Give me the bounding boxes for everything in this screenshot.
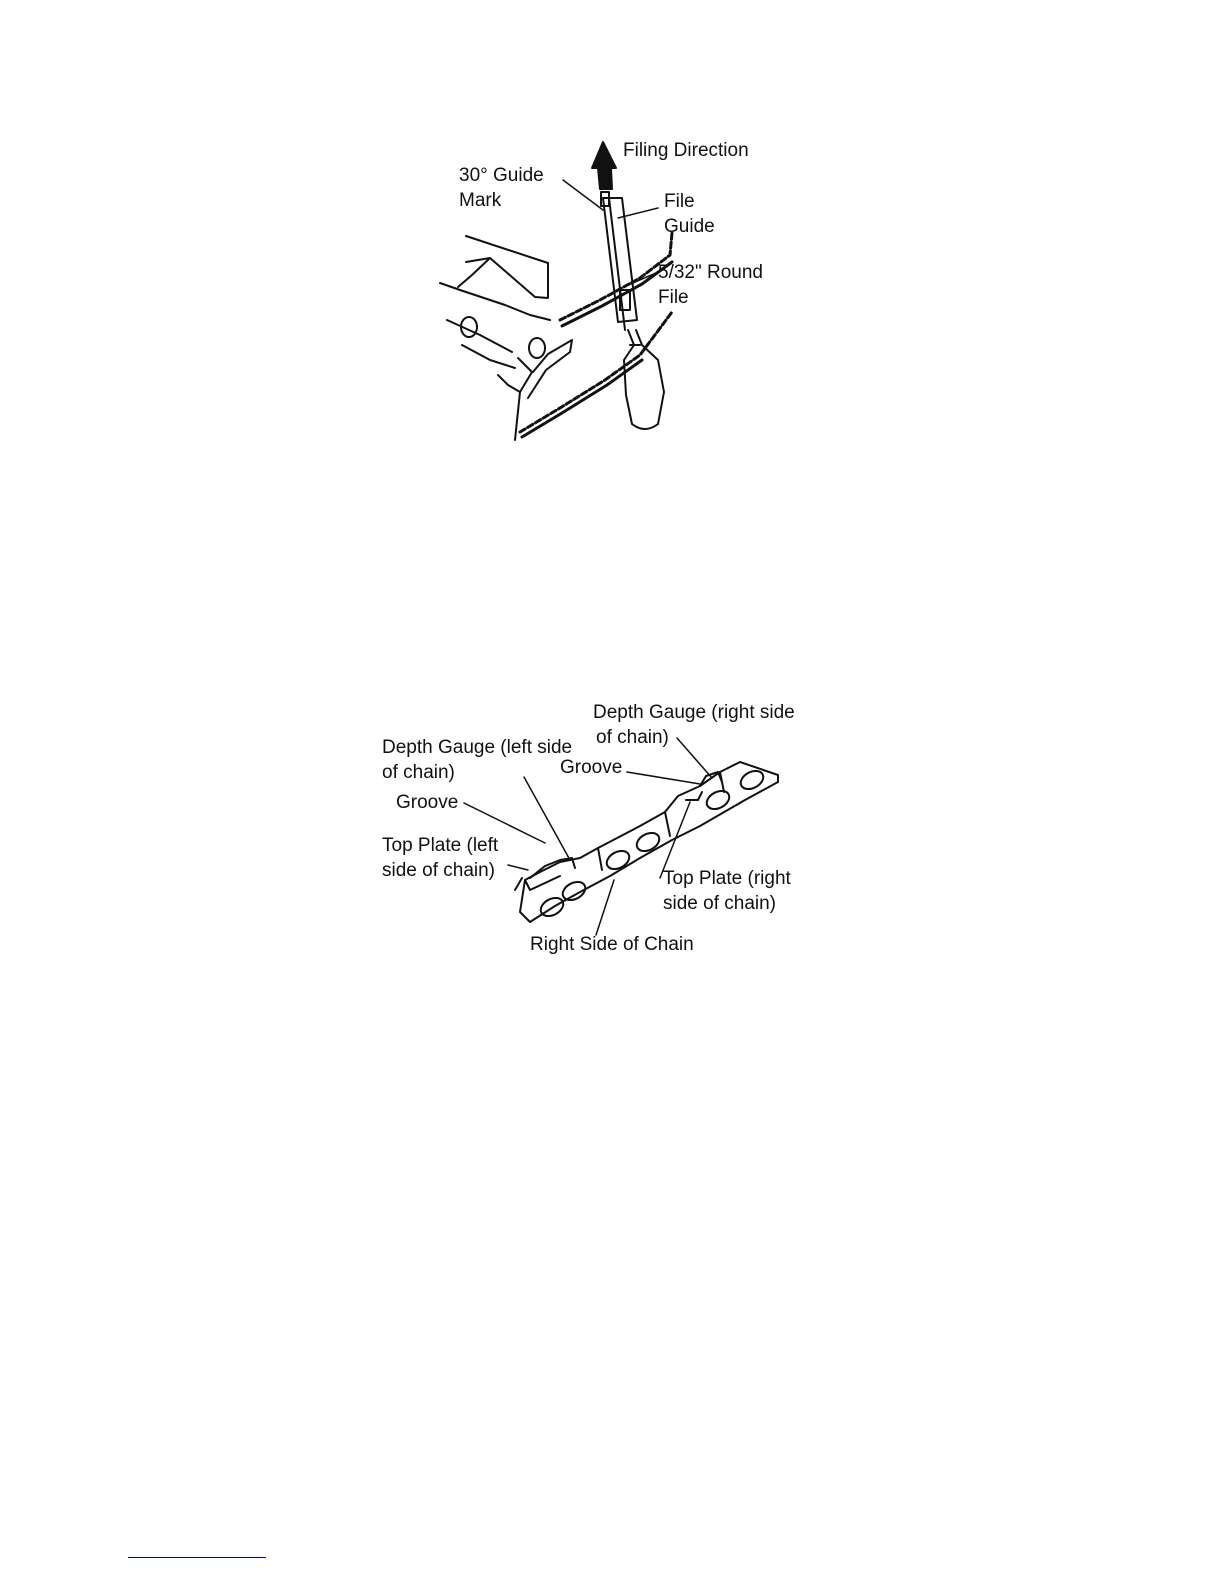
- cutter-right: [686, 772, 722, 800]
- depth-gauge-left-label-line1: Depth Gauge (left side: [382, 737, 573, 758]
- top-plate-right-label-line2: side of chain): [663, 893, 777, 914]
- file-guide-label-line2: Guide: [664, 216, 715, 237]
- filing-direction-label: Filing Direction: [623, 140, 749, 161]
- guide-mark-label-line1: 30° Guide: [459, 165, 544, 186]
- depth-gauge-left-label-line2: of chain): [382, 762, 455, 783]
- depth-gauge-right-label-line2: of chain): [596, 727, 669, 748]
- round-file-label-line1: 5/32" Round: [658, 262, 763, 283]
- groove-right-label: Groove: [560, 757, 623, 778]
- depth-gauge-right-label-line1: Depth Gauge (right side: [593, 702, 795, 723]
- footnote-rule: [128, 1557, 266, 1558]
- groove-left-label: Groove: [396, 792, 459, 813]
- top-plate-right-label-line1: Top Plate (right: [663, 868, 791, 889]
- right-side-of-chain-label: Right Side of Chain: [530, 934, 694, 955]
- guide-mark-label-line2: Mark: [459, 190, 502, 211]
- file-guide-label-line1: File: [664, 191, 695, 212]
- round-file-label-line2: File: [658, 287, 689, 308]
- top-plate-left-label-line2: side of chain): [382, 860, 496, 881]
- top-plate-left-label-line1: Top Plate (left: [382, 835, 499, 856]
